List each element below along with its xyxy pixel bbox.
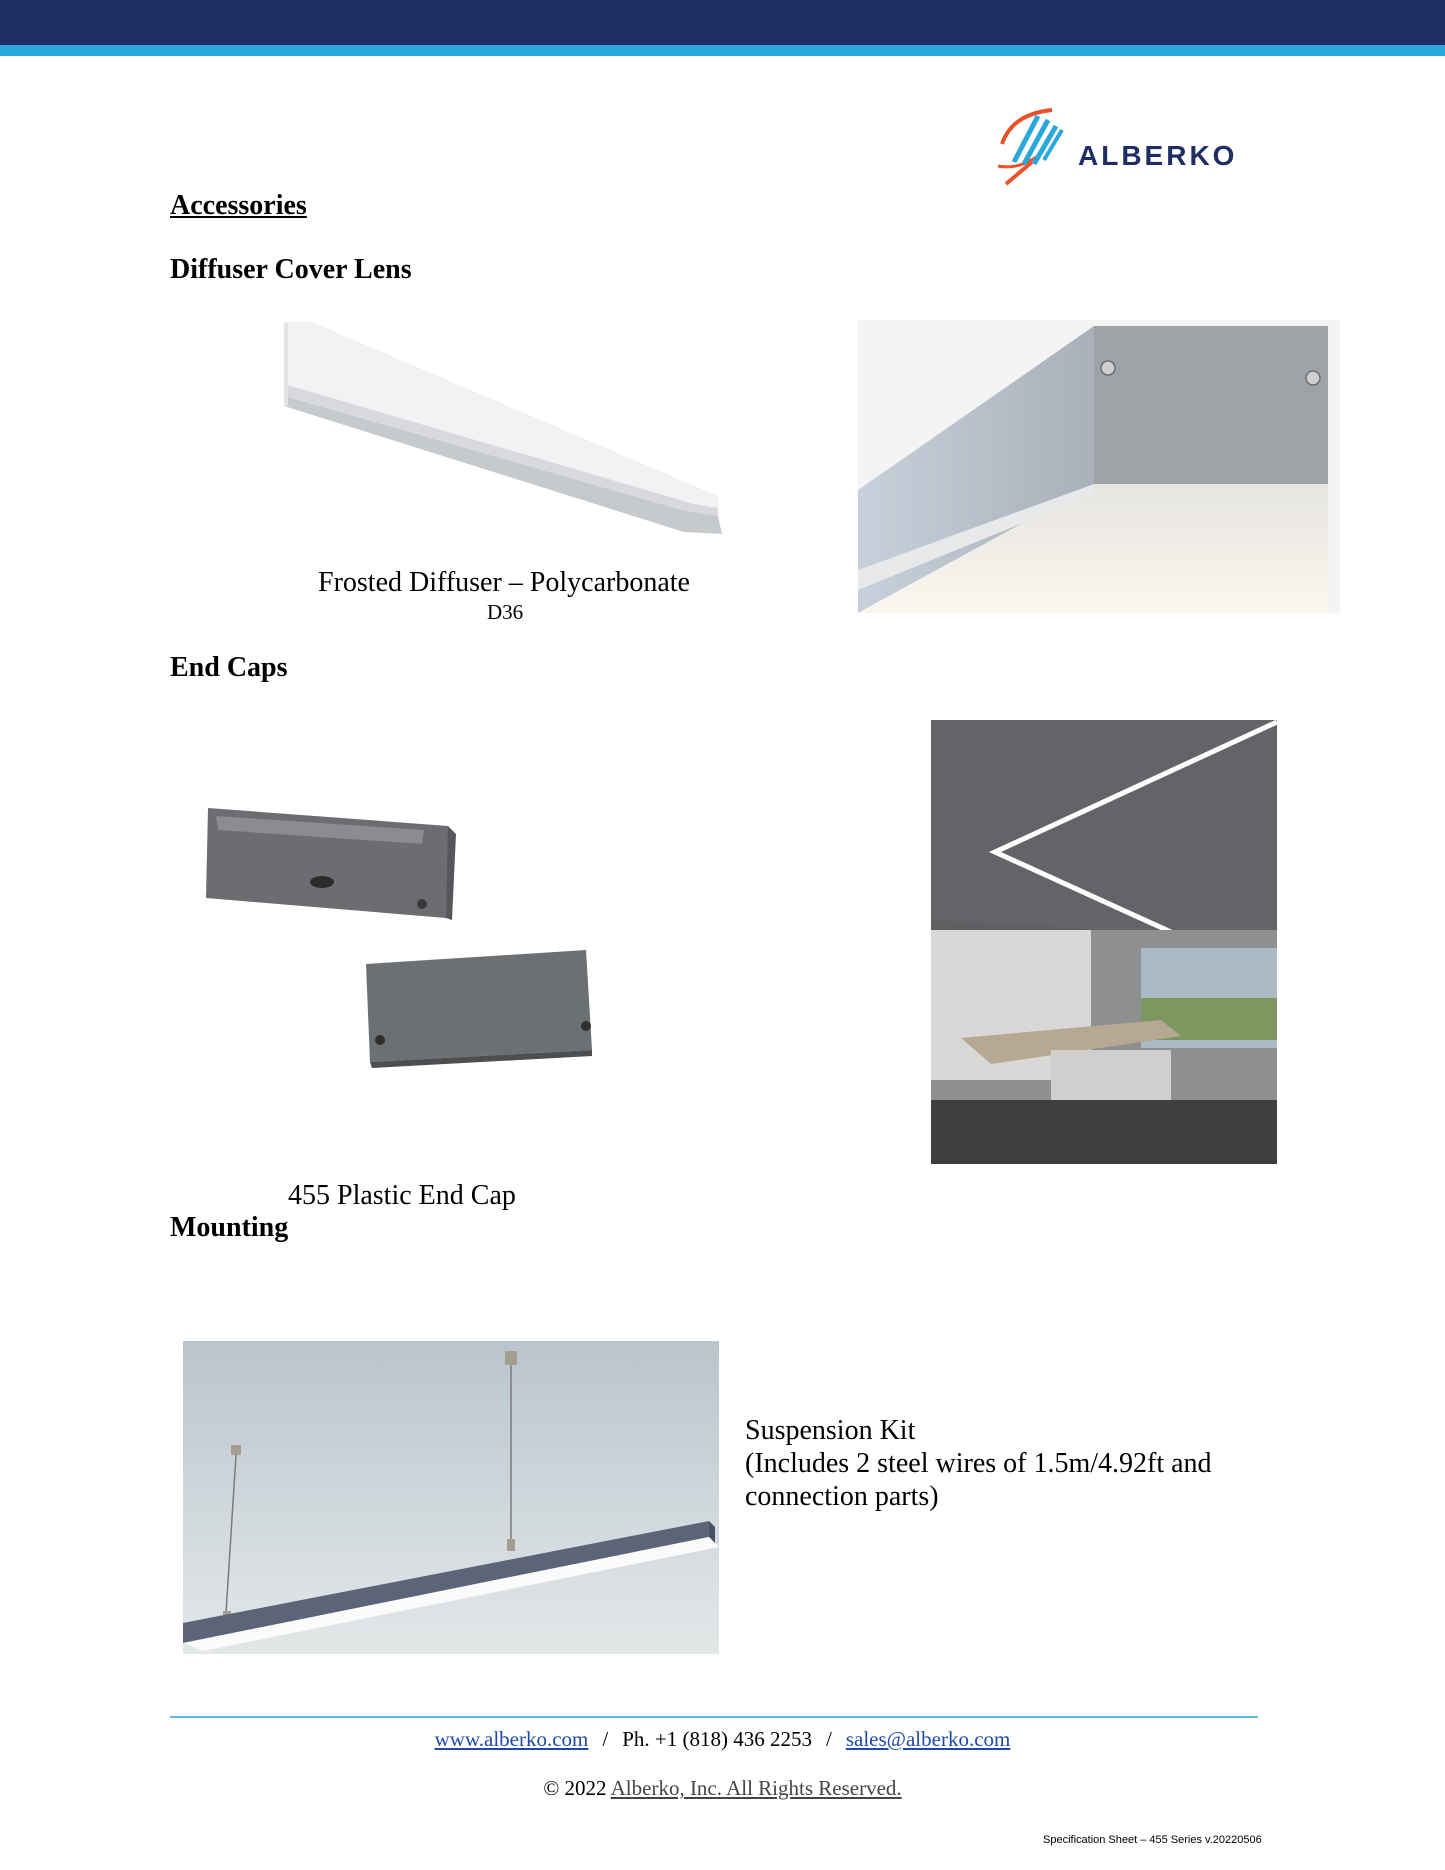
alberko-logo [992,104,1274,194]
copyright-link[interactable]: Alberko, Inc. All Rights Reserved. [610,1776,902,1800]
end-caps-image [196,800,606,1082]
email-link[interactable]: sales@alberko.com [845,1727,1011,1751]
suspension-detail-line2: connection parts) [745,1481,939,1512]
footer-separator: / [825,1727,832,1751]
accessories-heading: Accessories [170,190,307,221]
diffuser-caption: Frosted Diffuser – Polycarbonate [318,567,690,598]
copyright-prefix: © 2022 [543,1776,607,1800]
website-link[interactable]: www.alberko.com [434,1727,589,1751]
footer-divider [170,1716,1258,1718]
header-band-light [0,45,1445,56]
diffuser-image [282,320,722,550]
copyright [0,1776,1445,1801]
fixture-closeup-image [858,320,1340,613]
alberko-logo-icon [992,104,1072,194]
end-cap-caption: 455 Plastic End Cap [288,1180,516,1211]
mounting-heading: Mounting [170,1212,289,1243]
logo-wordmark: ALBERKO [1078,140,1238,171]
installation-room-image [931,720,1277,1164]
diffuser-code: D36 [487,600,524,624]
phone-number: Ph. +1 (818) 436 2253 [622,1727,812,1751]
diffuser-heading: Diffuser Cover Lens [170,254,412,285]
spec-sheet-version: Specification Sheet – 455 Series v.20220506 [1043,1834,1262,1846]
header-band-dark [0,0,1445,45]
suspension-title: Suspension Kit [745,1415,916,1446]
suspension-detail-line1: (Includes 2 steel wires of 1.5m/4.92ft and [745,1448,1212,1479]
footer-separator: / [602,1727,609,1751]
footer-contact [0,1727,1445,1752]
suspension-image [183,1341,719,1654]
end-caps-heading: End Caps [170,652,288,683]
